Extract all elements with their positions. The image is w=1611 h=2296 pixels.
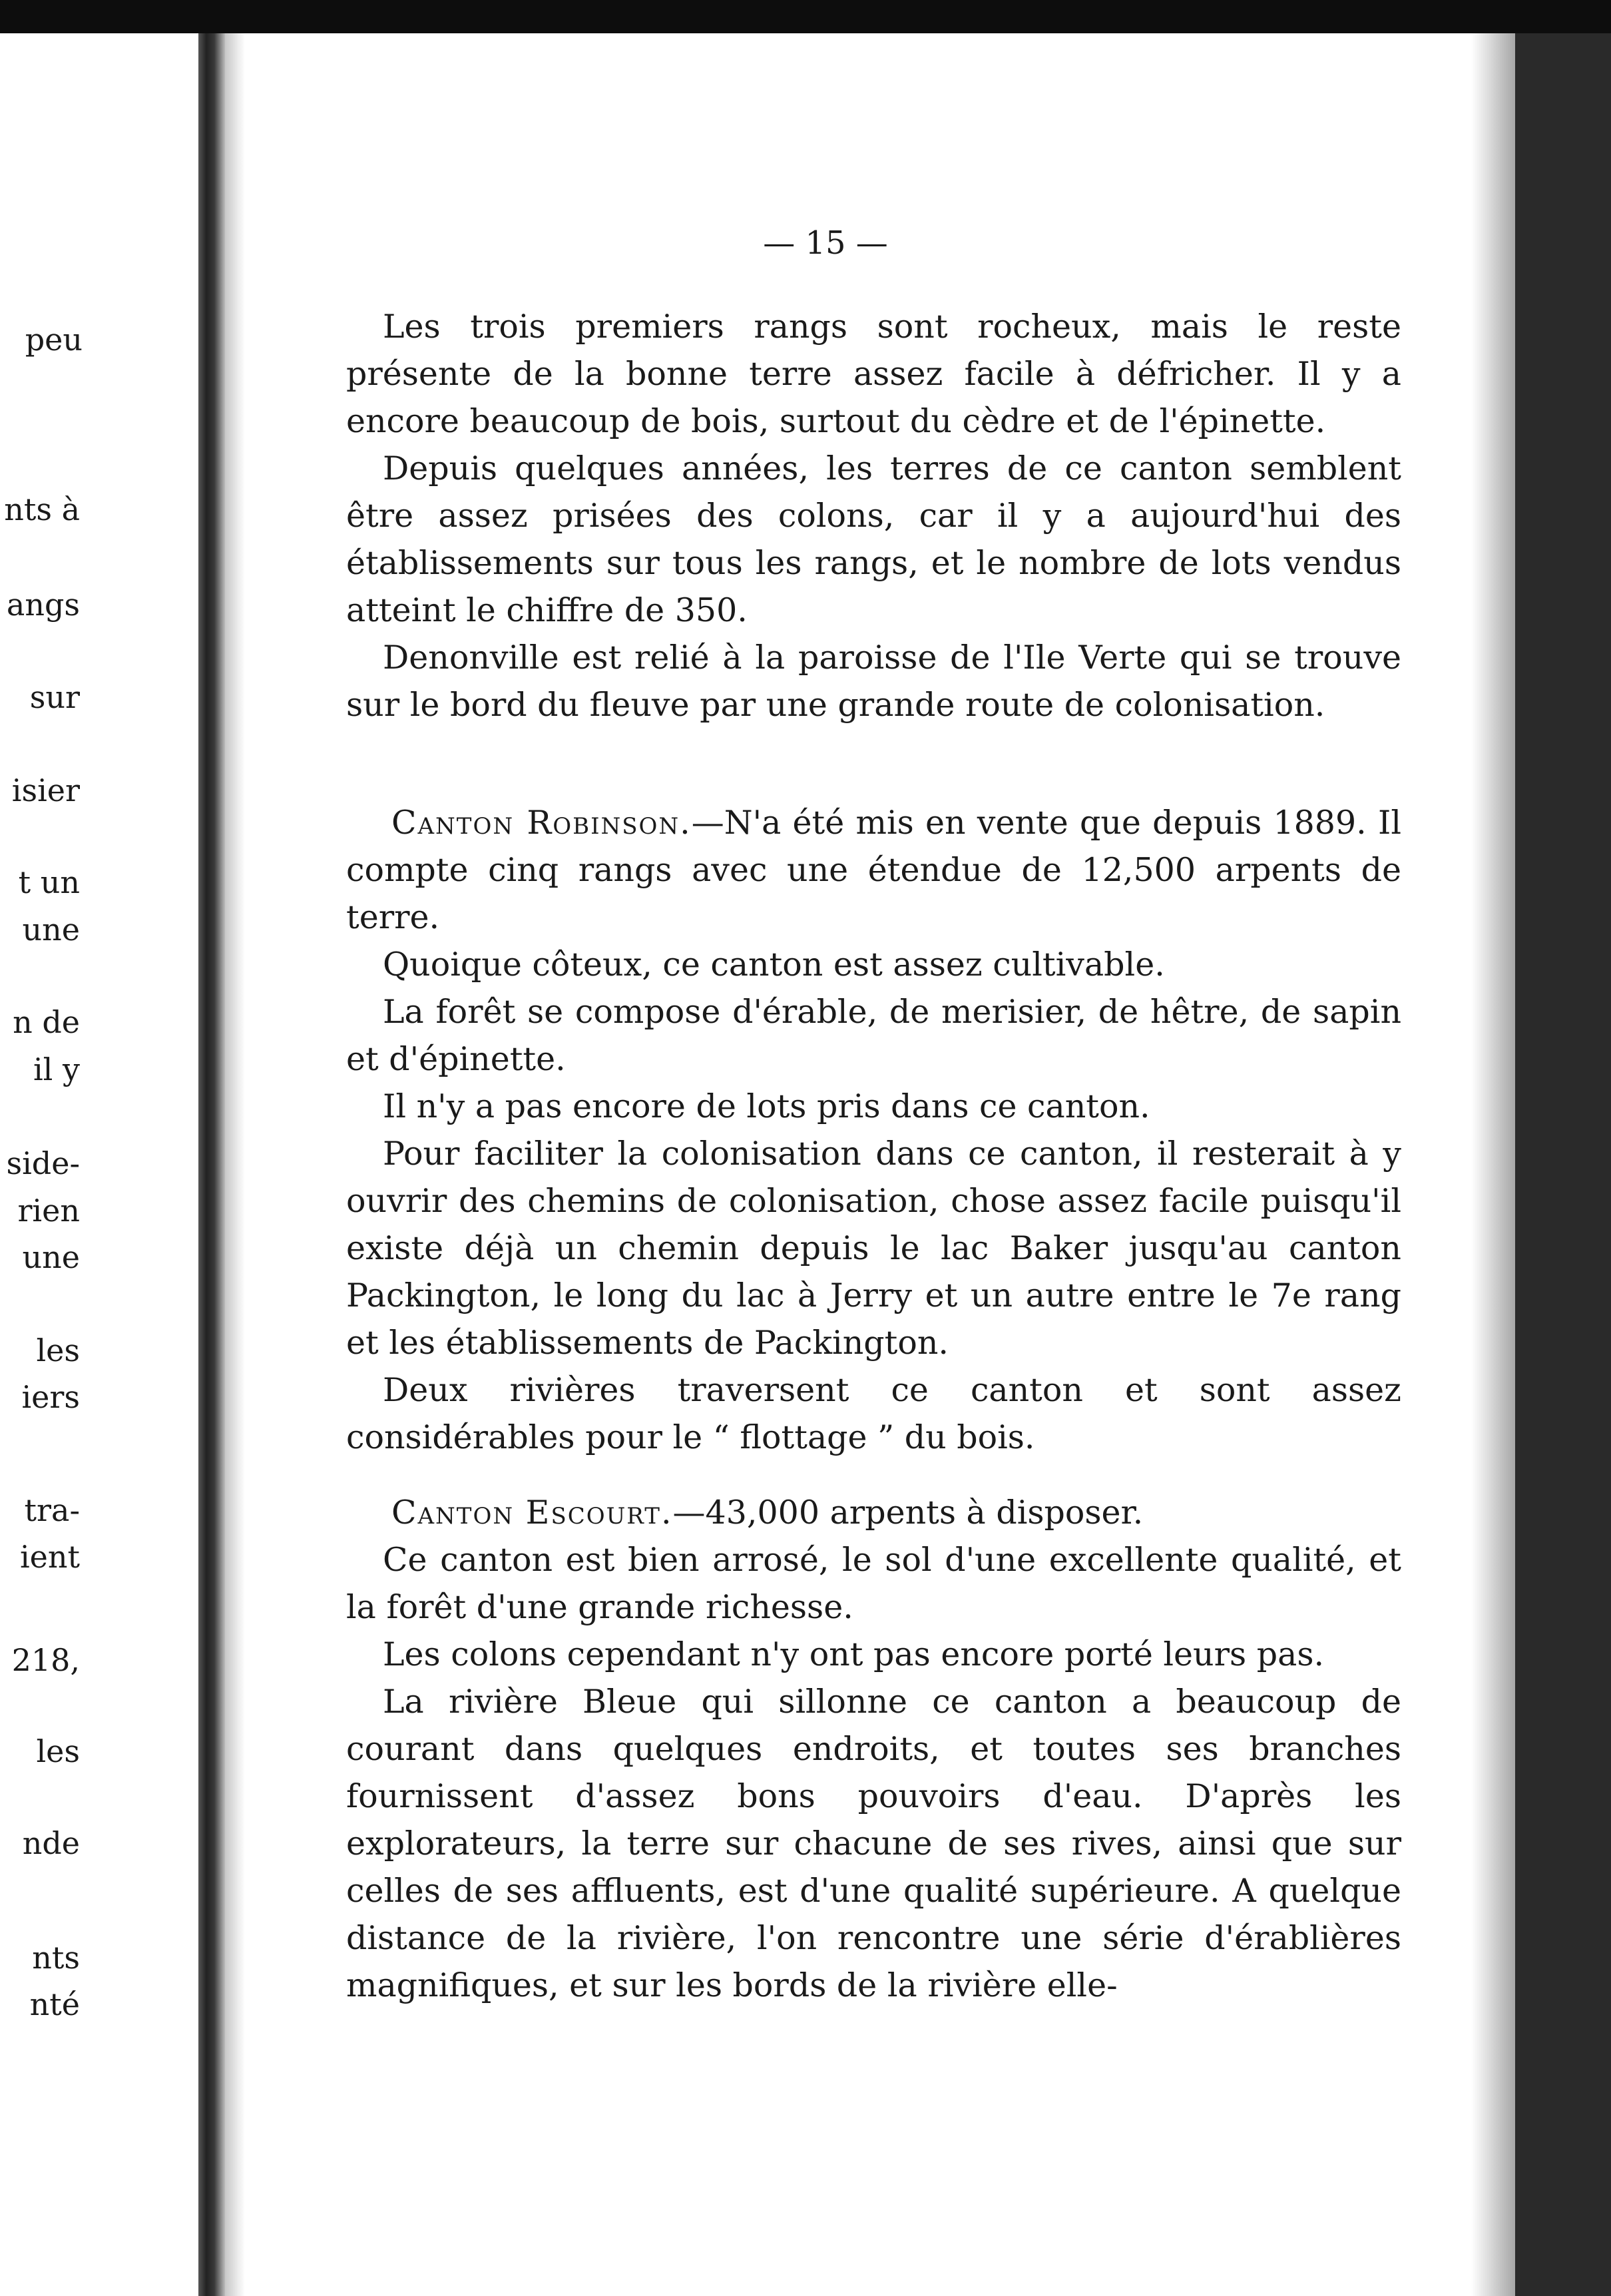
paragraph: Deux rivières traversent ce canton et sont assez considérables pour le “ flottage ” du bois.	[346, 1371, 1401, 1456]
paragraph: Depuis quelques années, les terres de ce canton semblent être assez prisées des colons, car il y a aujourd'hui des établissements sur tous les rangs, et le nombre de lots vendus atteint le chiffre de 350.	[346, 449, 1401, 629]
section-canton-escourt	[346, 1489, 1401, 2009]
left-fragment: nts	[32, 1940, 80, 1976]
paragraph: La forêt se compose d'érable, de merisier, de hêtre, de sapin et d'épinette.	[346, 993, 1401, 1078]
left-fragment: tra-	[24, 1492, 80, 1528]
left-fragment: t un	[18, 864, 80, 900]
left-fragment: isier	[11, 772, 80, 808]
left-fragment: 218,	[11, 1642, 80, 1678]
left-fragment: les	[36, 1332, 80, 1368]
left-fragment: nts à	[4, 491, 80, 527]
right-edge-shadow	[1471, 33, 1515, 2296]
section-heading-text: —43,000 arpents à disposer.	[672, 1494, 1144, 1532]
left-fragment: il y	[33, 1051, 80, 1087]
section-heading: Canton Robinson.	[391, 804, 692, 842]
paragraph: Quoique côteux, ce canton est assez cultivable.	[383, 946, 1165, 984]
left-fragment: angs	[6, 587, 80, 623]
paragraph: La rivière Bleue qui sillonne ce canton a beaucoup de courant dans quelques endroits, et toutes ses branches fournissent d'assez bons pouvoirs d'eau. D'après les explorateurs, la terre sur chacune de ses rives, ainsi que sur celles de ses affluents, est d'une qualité supérieure. A quelque distance de la rivière, l'on rencontre une série d'érablières magnifiques, et sur les bords de la rivière elle-	[346, 1683, 1401, 2004]
paragraph: Il n'y a pas encore de lots pris dans ce canton.	[383, 1087, 1150, 1125]
left-fragment: les	[36, 1733, 80, 1769]
left-fragment: peu	[25, 322, 83, 358]
left-fragment: iers	[21, 1379, 80, 1415]
section-heading: Canton Escourt.	[391, 1494, 673, 1532]
paragraph: Les colons cependant n'y ont pas encore porté leurs pas.	[383, 1635, 1325, 1673]
paragraph: Pour faciliter la colonisation dans ce canton, il resterait à y ouvrir des chemins de colonisation, chose assez facile puisqu'il existe déjà un chemin depuis le lac Baker jusqu'au canton Packington, le long du lac à Jerry et un autre entre le 7e rang et les établissements de Packington.	[346, 1135, 1401, 1362]
left-fragment: rien	[17, 1193, 80, 1229]
page-gutter-shadow	[225, 33, 245, 2296]
intro-section	[346, 303, 1401, 728]
section-heading-paragraph	[346, 1489, 1401, 1536]
section-heading-paragraph	[346, 799, 1401, 941]
scan-top-border	[0, 0, 1611, 33]
left-fragment: ient	[19, 1539, 80, 1575]
left-fragment: sur	[29, 679, 80, 715]
left-fragment: nde	[22, 1825, 80, 1861]
paragraph: Ce canton est bien arrosé, le sol d'une excellente qualité, et la forêt d'une grande richesse.	[346, 1541, 1401, 1626]
section-heading-text: —N'a été mis en vente que depuis 1889. Il compte cinq rangs avec une étendue de 12,500 arpents de terre.	[346, 804, 1401, 936]
section-canton-robinson	[346, 799, 1401, 1461]
page-number: — 15 —	[763, 224, 888, 262]
left-fragment: une	[22, 1239, 80, 1275]
left-fragment: nté	[29, 1986, 80, 2022]
paragraph: Denonville est relié à la paroisse de l'Ile Verte qui se trouve sur le bord du fleuve par une grande route de colonisation.	[346, 639, 1401, 724]
left-fragment: une	[22, 912, 80, 948]
scan-right-border	[1515, 33, 1611, 2296]
left-fragment: side-	[6, 1145, 80, 1181]
book-binding	[198, 33, 225, 2296]
paragraph: Les trois premiers rangs sont rocheux, mais le reste présente de la bonne terre assez facile à défricher. Il y a encore beaucoup de bois, surtout du cèdre et de l'épinette.	[346, 308, 1401, 440]
left-fragment: n de	[13, 1004, 80, 1040]
